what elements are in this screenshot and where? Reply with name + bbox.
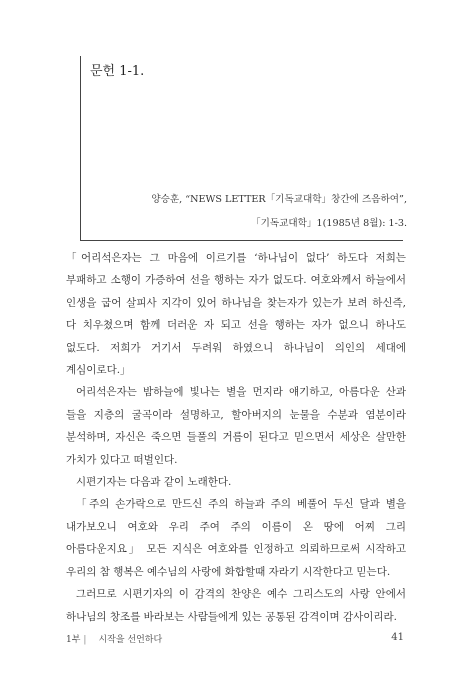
paragraph-conclusion: 그러므로 시편기자의 이 감격의 찬양은 예수 그리스도의 사랑 안에서 하나님의 창조를 바라보는 사람들에게 있는 공통된 감격이며 감사이리라. [66,588,406,623]
page-number: 41 [391,632,404,643]
paragraph-quote-psalm8: 「주의 손가락으로 만드신 주의 하늘과 주의 베풀어 두신 달과 별을 내가보오니 여호와 우리 주여 주의 이름이 온 땅에 어찌 그리 아름다운지요」 모든 지식은 여호와를 인정하고 의뢰하므로써 시작하고 우리의 참 행복은 예수님의 사랑에 화합할때 자라기 시작한다고 믿는다. [66,498,406,578]
citation-line-2: 「기독교대학」1(1985년 8월): 1-3. [251,218,407,229]
body-text [66,247,406,628]
footer-separator: | [83,635,87,645]
paragraph-psalmist-intro: 시편기자는 다음과 같이 노래한다. [76,476,232,489]
document-frame [80,56,403,241]
document-title: 문헌 1-1. [90,64,145,79]
paragraph-fool: 어리석은자는 밤하늘에 빛나는 별을 먼지라 얘기하고, 아름다운 산과 들을 지층의 굴곡이라 설명하고, 할아버지의 눈물을 수분과 염분이라 분석하며, 자신은 죽으면 들풀의 거름이 된다고 믿으면서 세상은 살만한 가치가 있다고 떠벌인다. [66,386,406,466]
paragraph-quote-psalm14: 「어리석은자는 그 마음에 이르기를 ‘하나님이 없다’ 하도다 저희는 부패하고 소행이 가증하여 선을 행하는 자가 없도다. 여호와께서 하늘에서 인생을 굽어 살피사 지각이 있어 하나님을 찾는자가 있는가 보려 하신즉, 다 치우쳤으며 함께 더러운 자 되고 선을 행하는 자가 없으니 하나도 없도다. 저희가 거기서 두려워 하였으니 하나님이 의인의 세대에 계심이로다.」 [66,252,406,377]
footer-part: 1부 [66,635,81,645]
citation-line-1: 양승훈, “NEWS LETTER「기독교대학」창간에 즈음하여”, [151,194,407,205]
running-footer [66,632,162,645]
footer-chapter: 시작을 선언하다 [98,635,163,645]
